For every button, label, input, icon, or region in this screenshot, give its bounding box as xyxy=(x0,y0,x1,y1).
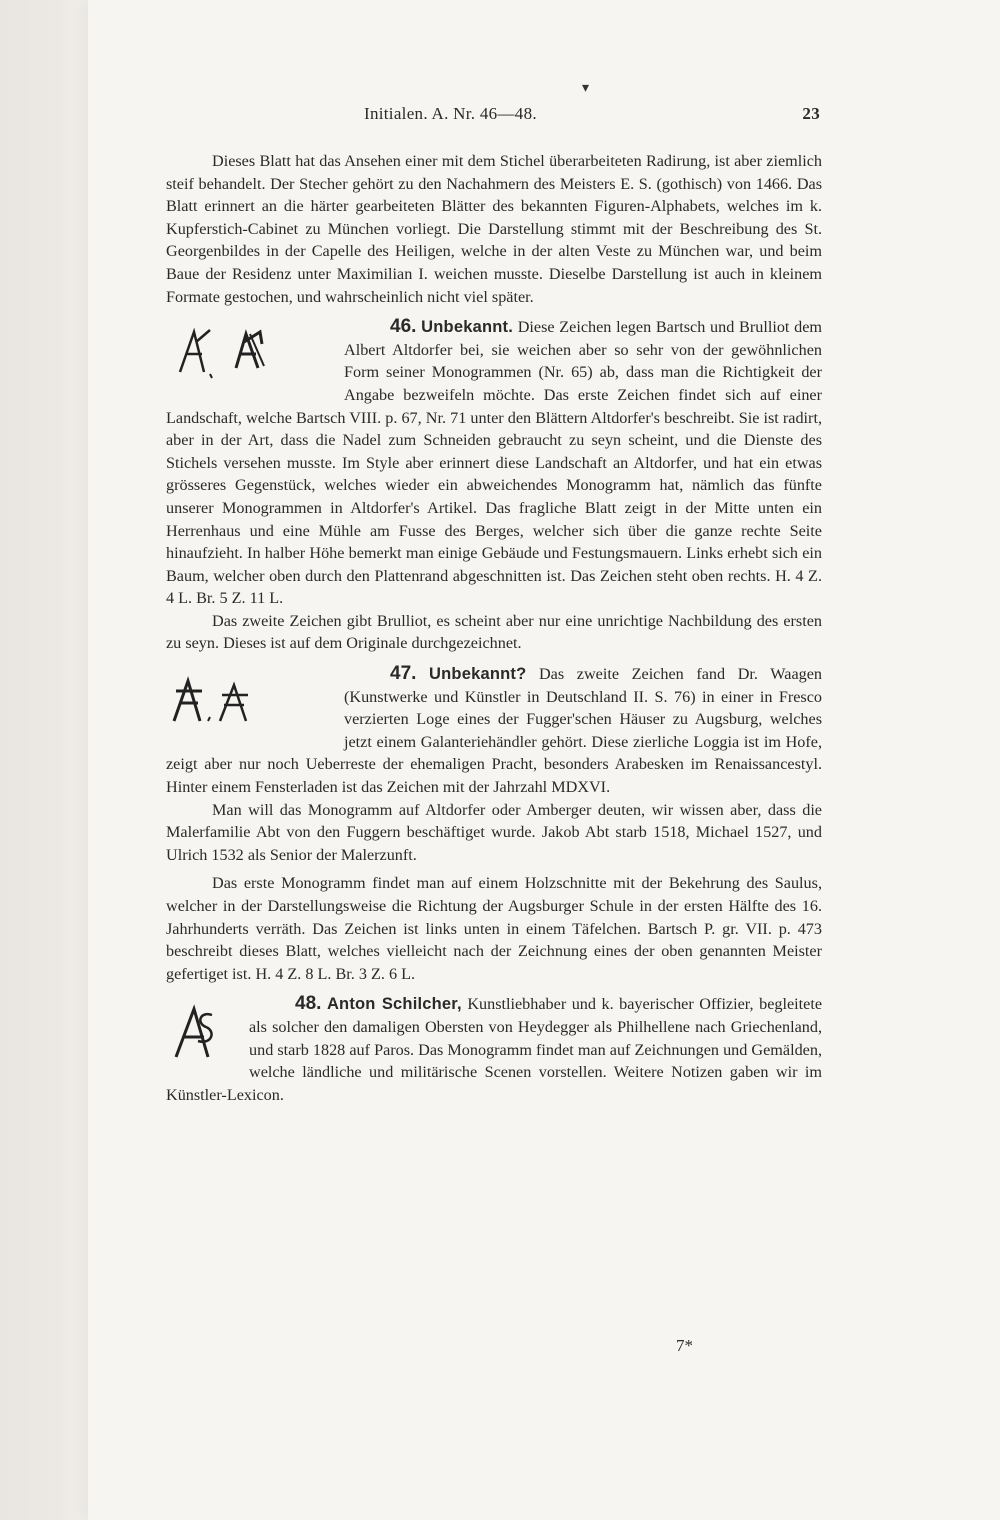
page-content xyxy=(166,96,822,1106)
monogram-as-icon xyxy=(166,999,241,1065)
monogram-a-icon xyxy=(166,669,336,729)
page-number: 23 xyxy=(802,104,820,123)
entry-46-name: Unbekannt. xyxy=(421,318,513,337)
entry-48-first-paragraph xyxy=(166,993,822,1106)
running-header xyxy=(166,104,822,130)
entry-46-text-1: Diese Zeichen legen Bartsch und Brulliot dem Albert Altdorfer bei, sie weichen aber so sehr von der gewöhnlichen Form seiner Monogrammen (Nr. 65) ab, dass man die Richtigkeit der Angabe bezweifeln möchte. Das erste Zeichen findet sich auf einer Landschaft, welche Bartsch VIII. p. 67, Nr. 71 unter den Blättern Altdorfer's beschreibt. Sie ist radirt, aber in der Art, dass die Nadel zum Schneiden gebraucht zu seyn scheint, und die Dienste des Stichels versehen musste. Im Style aber erinnert diese Landschaft an Altdorfer, und hat ein etwas grösseres Gegenstück, welches wieder ein abweichendes Monogramm hat, nämlich das fünfte unserer Monogrammen in Altdorfer's Artikel. Das fragliche Blatt zeigt in der Mitte unten ein Herrenhaus und eine Mühle am Fusse des Berges, welcher sich über die ganze rechte Seite hinaufzieht. In halber Höhe bemerkt man einige Gebäude und Festungsmauern. Links erhebt sich ein Baum, welcher oben durch den Plattenrand abgeschnitten ist. Das Zeichen steht oben rechts. H. 4 Z. 4 L. Br. 5 Z. 11 L. xyxy=(166,318,822,608)
intro-paragraph: Dieses Blatt hat das Ansehen einer mit dem Stichel überarbeiteten Radirung, ist aber ziemlich steif behandelt. Der Stecher gehört zu den Nachahmern des Meisters E. S. (gothisch) von 1466. Das Blatt erinnert an die härter gearbeiteten Blätter des bekannten Figuren-Alphabets, welches im k. Kupferstich-Cabinet zu München vorliegt. Die Darstellung stimmt mit der Beschreibung des St. Georgenbildes in der Capelle des Heiligen, welche in der alten Veste zu München war, und beim Baue der Residenz unter Maximilian I. weichen musste. Dieselbe Darstellung ist auch in kleinem Formate gestochen, und wahrscheinlich nicht viel später. xyxy=(166,152,822,306)
entry-47-number: 47. xyxy=(390,663,417,685)
entry-47-paragraph-3: Das erste Monogramm findet man auf einem Holzschnitte mit der Bekehrung des Saulus, welcher in der Darstellungsweise die Richtung der Augsburger Schule in der ersten Hälfte des 16. Jahrhunderts verräth. Das Zeichen ist links unten in einem Täfelchen. Bartsch P. gr. VII. p. 473 beschreibt dieses Blatt, welches vielleicht nach der Zeichnung eines der oben genannten Meister gefertiget ist. H. 4 Z. 8 L. Br. 3 Z. 6 L. xyxy=(166,874,822,983)
entry-46-paragraph-2: Das zweite Zeichen gibt Brulliot, es scheint aber nur eine unrichtige Nachbildung des ersten zu seyn. Dieses ist auf dem Originale durchgezeichnet. xyxy=(166,611,822,653)
margin-tick: ▾ xyxy=(582,81,590,96)
entry-48-text-1: Kunstliebhaber und k. bayerischer Offizier, begleitete als solcher den damaligen Obersten von Heydegger als Philhellene nach Griechenland, und starb 1828 auf Paros. Das Monogramm findet man auf Zeichnungen und Gemälden, welche ländliche und militärische Scenen vorstellen. Weitere Notizen gaben wir im Künstler-Lexicon. xyxy=(166,995,823,1104)
header-title: Initialen. A. Nr. 46—48. xyxy=(364,104,537,123)
entry-47-first-paragraph xyxy=(166,663,822,799)
entry-46-number: 46. xyxy=(390,316,417,338)
entry-48-name: Anton Schilcher, xyxy=(326,995,462,1014)
entry-46-first-paragraph xyxy=(166,316,822,610)
entry-47-paragraph-2: Man will das Monogramm auf Altdorfer oder Amberger deuten, wir wissen aber, dass die Malerfamilie Abt von den Fuggern beschäftiget wurde. Jakob Abt starb 1518, Michael 1527, und Ulrich 1532 als Senior der Malerzunft. xyxy=(166,800,822,864)
entry-48-number: 48. xyxy=(295,993,322,1015)
signature-mark: 7* xyxy=(676,1336,693,1355)
entry-47-name: Unbekannt? xyxy=(429,665,527,684)
monogram-ab-icon xyxy=(166,322,336,382)
entry-47-text-1: Das zweite Zeichen fand Dr. Waagen (Kunstwerke und Künstler in Deutschland II. S. 76) in einer in Fresco verzierten Loge eines der Fugger'schen Häuser zu Augsburg, welches jetzt einem Galanteriehändler gehört. Diese zierliche Loggia ist im Hofe, zeigt aber nur noch Ueberreste der ehemaligen Pracht, besonders Arabesken im Renaissancestyl. Hinter einem Fensterladen ist das Zeichen mit der Jahrzahl MDXVI. xyxy=(166,665,822,797)
